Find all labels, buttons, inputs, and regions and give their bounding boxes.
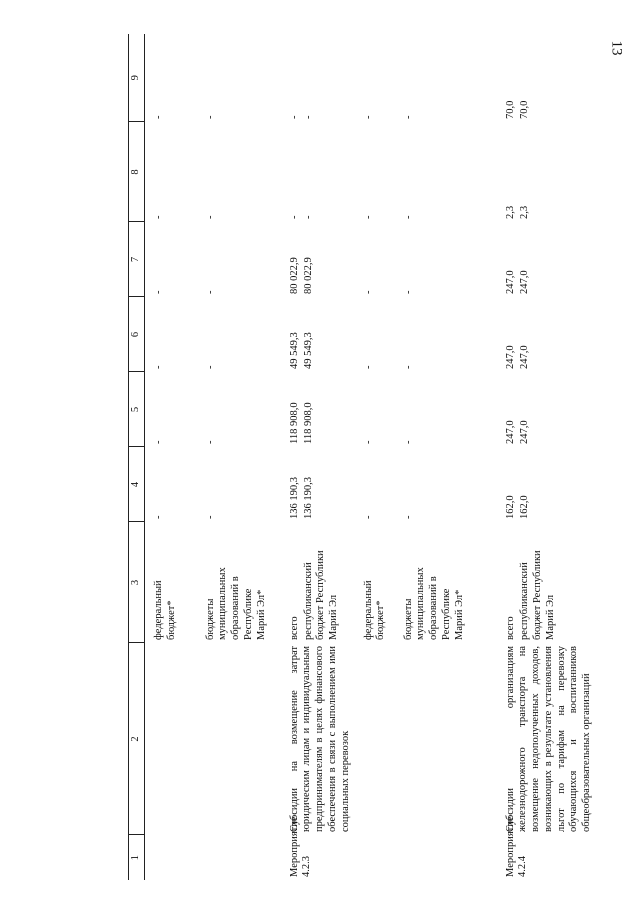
value-col-8: - xyxy=(204,215,216,219)
page-number-text: 13 xyxy=(608,40,625,56)
value-col-7: - xyxy=(204,290,216,294)
funding-source: всего xyxy=(288,616,300,640)
value-col-7: 247,0 xyxy=(504,270,516,294)
funding-source: федеральный бюджет* xyxy=(362,580,387,640)
value-col-5: - xyxy=(204,440,216,444)
value-col-5: 118 908,0 xyxy=(288,402,300,444)
measure-description xyxy=(145,643,205,835)
col-header-5: 5 xyxy=(129,372,145,447)
value-col-5: 247,0 xyxy=(518,420,530,444)
col-header-4: 4 xyxy=(129,447,145,522)
measure-code: Мероприятие 4.2.3 xyxy=(288,816,313,877)
funding-source: республиканский бюджет Республики Марий Эл xyxy=(518,550,556,640)
value-col-4: - xyxy=(362,515,374,519)
value-col-8: - xyxy=(402,215,414,219)
measure-description: Субсидии на возмещение затрат юридическим лицам и индивидуальным предпринимателям в целях финансового обеспечения в связи с выполнением ими социальных перевозок xyxy=(288,646,351,832)
funding-source: республиканский бюджет Республики Марий Эл xyxy=(302,550,340,640)
value-col-6: 247,0 xyxy=(518,345,530,369)
measure-description: Субсидии организациям железнодорожного транспорта на возмещение недополученных доходов, возникающих в результате установления льгот по тарифам на перевозку обучающихся и воспитанников общеобразовательных организаций xyxy=(504,646,593,832)
value-col-4: 136 190,3 xyxy=(302,477,314,519)
measure-code: Мероприятие 4.2.4 xyxy=(504,816,529,877)
measure-code xyxy=(145,835,205,880)
table-row xyxy=(145,34,205,880)
funding-source: всего xyxy=(504,616,516,640)
value-col-6: - xyxy=(402,365,414,369)
value-col-7: 247,0 xyxy=(518,270,530,294)
value-col-8: 2,3 xyxy=(504,205,516,219)
col-header-3: 3 xyxy=(129,522,145,643)
funding-source: бюджеты муниципальных образований в Республике Марий Эл* xyxy=(402,567,465,640)
value-col-6: 247,0 xyxy=(504,345,516,369)
col-header-8: 8 xyxy=(129,122,145,222)
measure-code xyxy=(205,835,289,880)
measure-description xyxy=(205,643,289,835)
value-col-4: 162,0 xyxy=(518,495,530,519)
value-col-6: - xyxy=(204,365,216,369)
value-col-7: - xyxy=(402,290,414,294)
value-col-4: - xyxy=(153,515,164,519)
funding-source: федеральный бюджет* xyxy=(153,580,177,640)
value-col-9: - xyxy=(302,115,314,119)
col-header-1: 1 xyxy=(129,835,145,880)
financing-table-rotated xyxy=(128,34,640,880)
value-col-9: - xyxy=(204,115,216,119)
value-col-7: 80 022,9 xyxy=(302,257,314,294)
value-col-5: - xyxy=(362,440,374,444)
table-row xyxy=(205,34,289,880)
col-header-2: 2 xyxy=(129,643,145,835)
value-col-5: 118 908,0 xyxy=(302,402,314,444)
value-col-6: 49 549,3 xyxy=(302,332,314,369)
value-col-7: - xyxy=(153,290,164,294)
financing-table xyxy=(128,34,594,880)
value-col-4: 162,0 xyxy=(504,495,516,519)
value-col-6: - xyxy=(153,365,164,369)
value-col-9: 70,0 xyxy=(518,100,530,119)
value-col-5: - xyxy=(402,440,414,444)
value-col-5: 247,0 xyxy=(504,420,516,444)
value-col-4: - xyxy=(204,515,216,519)
value-col-8: - xyxy=(302,215,314,219)
value-col-9: - xyxy=(288,115,300,119)
col-header-6: 6 xyxy=(129,297,145,372)
table-row xyxy=(495,34,519,880)
value-col-9: - xyxy=(153,115,164,119)
value-col-4: - xyxy=(402,515,414,519)
value-col-8: - xyxy=(362,215,374,219)
value-col-8: - xyxy=(153,215,164,219)
col-header-9: 9 xyxy=(129,34,145,122)
value-col-7: - xyxy=(362,290,374,294)
value-col-9: 70,0 xyxy=(504,100,516,119)
value-col-8: 2,3 xyxy=(518,205,530,219)
funding-source: бюджеты муниципальных образований в Республике Марий Эл* xyxy=(204,567,267,640)
value-col-9: - xyxy=(362,115,374,119)
column-number-header xyxy=(129,34,145,880)
value-col-6: - xyxy=(362,365,374,369)
value-col-6: 49 549,3 xyxy=(288,332,300,369)
value-col-4: 136 190,3 xyxy=(288,477,300,519)
table-row xyxy=(289,34,303,880)
value-col-5: - xyxy=(153,440,164,444)
value-col-8: - xyxy=(288,215,300,219)
col-header-7: 7 xyxy=(129,222,145,297)
value-col-7: 80 022,9 xyxy=(288,257,300,294)
value-col-9: - xyxy=(402,115,414,119)
